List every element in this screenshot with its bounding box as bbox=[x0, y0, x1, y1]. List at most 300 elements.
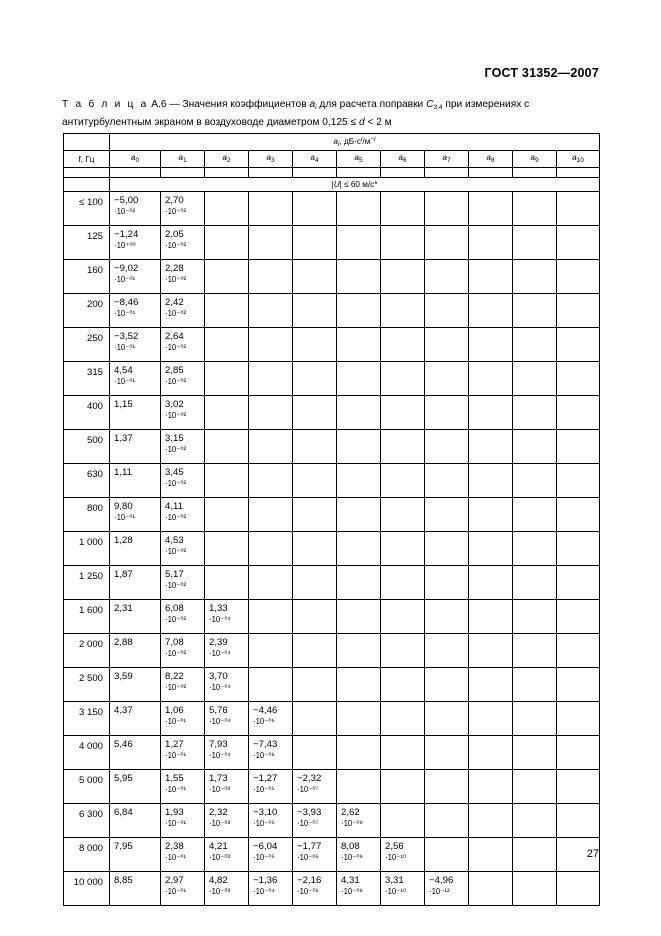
coef-value-cell bbox=[513, 838, 557, 872]
mantissa: −9,02 bbox=[114, 263, 139, 274]
exponent: ·10⁻⁰² bbox=[165, 377, 187, 386]
mantissa: 2,62 bbox=[341, 807, 360, 818]
mantissa: −4,96 bbox=[429, 875, 454, 886]
exponent: ·10⁻¹⁰ bbox=[385, 853, 407, 862]
exponent: ·10⁻¹⁰ bbox=[385, 887, 407, 896]
exponent bbox=[114, 886, 160, 897]
table-caption bbox=[62, 97, 602, 130]
coef-value-cell bbox=[513, 634, 557, 668]
coef-value-cell bbox=[469, 634, 513, 668]
coef-value-cell bbox=[425, 498, 469, 532]
exponent: ·10⁻¹² bbox=[429, 887, 450, 896]
coef-value-cell bbox=[513, 226, 557, 260]
coef-value-cell bbox=[513, 498, 557, 532]
table-row bbox=[64, 328, 600, 362]
coef-value-cell bbox=[249, 770, 293, 804]
exponent bbox=[114, 682, 160, 693]
coef-value-cell bbox=[425, 600, 469, 634]
mantissa: 3,59 bbox=[114, 671, 133, 682]
coef-value-cell bbox=[293, 362, 337, 396]
coef-value-cell bbox=[205, 668, 249, 702]
coef-value-cell bbox=[161, 872, 205, 906]
mantissa: 7,95 bbox=[114, 841, 133, 852]
exponent: ·10⁻⁰² bbox=[165, 683, 187, 692]
coef-value-cell bbox=[381, 464, 425, 498]
coef-value-cell bbox=[293, 498, 337, 532]
mantissa: 2,39 bbox=[209, 637, 228, 648]
coef-header-a8: $a_8$ bbox=[469, 151, 513, 168]
mantissa: −1,77 bbox=[297, 841, 322, 852]
spacer-cell bbox=[110, 168, 161, 178]
coef-value-cell bbox=[557, 362, 600, 396]
exponent: ·10⁻⁰⁶ bbox=[297, 853, 319, 862]
coef-value-cell bbox=[249, 566, 293, 600]
coef-value-cell bbox=[381, 634, 425, 668]
coef-value-cell bbox=[161, 838, 205, 872]
coef-value-cell bbox=[205, 430, 249, 464]
coef-value-cell bbox=[161, 396, 205, 430]
mantissa: −1,36 bbox=[253, 875, 278, 886]
coef-value-cell bbox=[337, 804, 381, 838]
coef-value-cell bbox=[513, 362, 557, 396]
frequency-cell: 2 500 bbox=[64, 668, 110, 702]
coef-value-cell bbox=[249, 634, 293, 668]
exponent: ·10⁻⁰⁸ bbox=[341, 887, 363, 896]
spacer-cell bbox=[64, 168, 110, 178]
mantissa: 1,37 bbox=[114, 433, 133, 444]
coef-value-cell bbox=[161, 294, 205, 328]
coef-value-cell bbox=[337, 498, 381, 532]
coef-value-cell bbox=[293, 464, 337, 498]
exponent: ·10⁻⁰⁶ bbox=[253, 717, 275, 726]
coef-value-cell bbox=[249, 872, 293, 906]
coef-value-cell bbox=[161, 328, 205, 362]
exponent: ·10⁻⁰¹ bbox=[165, 785, 187, 794]
mantissa: 6,08 bbox=[165, 603, 184, 614]
coef-value-cell bbox=[293, 770, 337, 804]
mantissa: 6,84 bbox=[114, 807, 133, 818]
exponent: ·10⁻⁰² bbox=[165, 445, 187, 454]
mantissa: −3,93 bbox=[297, 807, 322, 818]
coefficient-group-header: $a_i$, $дБ\cdot c^i/м^{-i}$ bbox=[110, 134, 600, 151]
mantissa: 2,88 bbox=[114, 637, 133, 648]
mantissa: 5,17 bbox=[165, 569, 184, 580]
coef-value-cell bbox=[425, 566, 469, 600]
coef-value-cell bbox=[110, 328, 161, 362]
exponent bbox=[114, 546, 160, 557]
coef-value-cell bbox=[513, 294, 557, 328]
mantissa: 3,02 bbox=[165, 399, 184, 410]
coef-value-cell bbox=[293, 328, 337, 362]
spacer-cell bbox=[425, 168, 469, 178]
exponent: ·10⁻⁰² bbox=[165, 547, 187, 556]
mantissa: −6,04 bbox=[253, 841, 278, 852]
exponent: ·10⁻⁰² bbox=[165, 513, 187, 522]
coef-value-cell bbox=[205, 294, 249, 328]
coef-header-a10: $a_{10}$ bbox=[557, 151, 600, 168]
coef-value-cell bbox=[249, 464, 293, 498]
exponent: ·10⁻⁰⁷ bbox=[297, 785, 319, 794]
coef-value-cell bbox=[425, 192, 469, 226]
exponent: ·10⁻⁰⁴ bbox=[209, 683, 231, 692]
exponent: ·10⁻⁰⁷ bbox=[297, 819, 319, 828]
coef-value-cell bbox=[513, 736, 557, 770]
table-row bbox=[64, 838, 600, 872]
exponent bbox=[114, 716, 160, 727]
coef-value-cell bbox=[110, 532, 161, 566]
exponent: ·10⁻⁰¹ bbox=[114, 377, 136, 386]
mantissa: 1,28 bbox=[114, 535, 133, 546]
coef-value-cell bbox=[249, 532, 293, 566]
coef-value-cell bbox=[110, 804, 161, 838]
mantissa: 4,21 bbox=[209, 841, 228, 852]
coef-value-cell bbox=[425, 532, 469, 566]
coef-value-cell bbox=[469, 702, 513, 736]
mantissa: 4,11 bbox=[165, 501, 183, 512]
coef-value-cell bbox=[293, 260, 337, 294]
coef-value-cell bbox=[161, 566, 205, 600]
coef-value-cell bbox=[110, 464, 161, 498]
coef-value-cell bbox=[110, 600, 161, 634]
coef-value-cell bbox=[425, 464, 469, 498]
document-code: ГОСТ 31352—2007 bbox=[484, 66, 599, 80]
coef-value-cell bbox=[513, 566, 557, 600]
table-row bbox=[64, 668, 600, 702]
coef-value-cell bbox=[110, 702, 161, 736]
exponent: ·10⁻⁰³ bbox=[209, 819, 231, 828]
mantissa: 4,82 bbox=[209, 875, 228, 886]
coef-value-cell bbox=[469, 192, 513, 226]
coef-value-cell bbox=[425, 702, 469, 736]
coef-value-cell bbox=[557, 736, 600, 770]
coef-value-cell bbox=[513, 192, 557, 226]
mantissa: 1,55 bbox=[165, 773, 184, 784]
coef-value-cell bbox=[337, 872, 381, 906]
coef-value-cell bbox=[381, 430, 425, 464]
coef-value-cell bbox=[337, 736, 381, 770]
coef-value-cell bbox=[110, 634, 161, 668]
coef-value-cell bbox=[205, 396, 249, 430]
coef-value-cell bbox=[469, 838, 513, 872]
coef-value-cell bbox=[249, 192, 293, 226]
coef-value-cell bbox=[161, 498, 205, 532]
coef-value-cell bbox=[381, 668, 425, 702]
coef-value-cell bbox=[557, 566, 600, 600]
coef-value-cell bbox=[205, 770, 249, 804]
mantissa: −8,46 bbox=[114, 297, 139, 308]
coef-value-cell bbox=[425, 872, 469, 906]
mantissa: −3,52 bbox=[114, 331, 139, 342]
caption-sub-c: 3.4 bbox=[433, 104, 443, 111]
table-row bbox=[64, 872, 600, 906]
page-number: 27 bbox=[586, 848, 599, 860]
coef-header-a0: $a_0$ bbox=[110, 151, 161, 168]
coef-value-cell bbox=[337, 668, 381, 702]
coef-value-cell bbox=[337, 600, 381, 634]
coef-value-cell bbox=[337, 702, 381, 736]
coef-value-cell bbox=[337, 430, 381, 464]
exponent: ·10⁻⁰⁴ bbox=[209, 717, 231, 726]
coef-value-cell bbox=[381, 396, 425, 430]
coef-value-cell bbox=[249, 838, 293, 872]
coef-value-cell bbox=[469, 226, 513, 260]
spacer-cell bbox=[161, 168, 205, 178]
spacer-cell bbox=[513, 168, 557, 178]
exponent bbox=[114, 648, 160, 659]
mantissa: 4,31 bbox=[341, 875, 360, 886]
coef-value-cell bbox=[293, 736, 337, 770]
coef-value-cell bbox=[161, 362, 205, 396]
frequency-cell: 1 250 bbox=[64, 566, 110, 600]
coef-value-cell bbox=[513, 532, 557, 566]
table-row bbox=[64, 770, 600, 804]
mantissa: −2,16 bbox=[297, 875, 322, 886]
table-row bbox=[64, 736, 600, 770]
coef-value-cell bbox=[249, 702, 293, 736]
coef-value-cell bbox=[557, 600, 600, 634]
exponent: ·10⁻⁰¹ bbox=[114, 343, 136, 352]
coef-value-cell bbox=[249, 430, 293, 464]
table-row bbox=[64, 396, 600, 430]
coef-value-cell bbox=[425, 804, 469, 838]
coef-value-cell bbox=[161, 226, 205, 260]
coef-value-cell bbox=[110, 838, 161, 872]
coef-value-cell bbox=[557, 804, 600, 838]
coef-value-cell bbox=[513, 804, 557, 838]
exponent: ·10⁻⁰¹ bbox=[114, 275, 136, 284]
coef-value-cell bbox=[293, 600, 337, 634]
coef-value-cell bbox=[381, 532, 425, 566]
exponent: ·10⁻⁰⁵ bbox=[253, 785, 275, 794]
coef-value-cell bbox=[293, 804, 337, 838]
coef-value-cell bbox=[469, 464, 513, 498]
coef-value-cell bbox=[425, 396, 469, 430]
coef-value-cell bbox=[110, 498, 161, 532]
frequency-cell: 2 000 bbox=[64, 634, 110, 668]
exponent: ·10⁻⁰² bbox=[165, 207, 187, 216]
frequency-cell: 8 000 bbox=[64, 838, 110, 872]
frequency-cell: 315 bbox=[64, 362, 110, 396]
coef-value-cell bbox=[205, 192, 249, 226]
coef-value-cell bbox=[110, 192, 161, 226]
coef-value-cell bbox=[381, 226, 425, 260]
exponent: ·10⁻⁰² bbox=[165, 343, 187, 352]
coef-value-cell bbox=[469, 566, 513, 600]
coef-value-cell bbox=[381, 770, 425, 804]
mantissa: 4,53 bbox=[165, 535, 184, 546]
corner-cell bbox=[64, 134, 110, 151]
mantissa: −2,32 bbox=[297, 773, 322, 784]
coef-value-cell bbox=[205, 260, 249, 294]
spacer-cell bbox=[557, 168, 600, 178]
exponent: ·10⁻⁰¹ bbox=[165, 853, 187, 862]
mantissa: 5,95 bbox=[114, 773, 133, 784]
coef-value-cell bbox=[513, 668, 557, 702]
coef-value-cell bbox=[161, 634, 205, 668]
coef-value-cell bbox=[557, 294, 600, 328]
exponent bbox=[114, 410, 160, 421]
coef-header-a1: $a_1$ bbox=[161, 151, 205, 168]
coef-header-a4: $a_4$ bbox=[293, 151, 337, 168]
caption-text-2: для расчета поправки bbox=[316, 99, 427, 110]
exponent: ·10⁻⁰¹ bbox=[114, 309, 136, 318]
coef-value-cell bbox=[469, 498, 513, 532]
exponent: ·10⁻⁰⁴ bbox=[209, 649, 231, 658]
mantissa: 8,22 bbox=[165, 671, 184, 682]
mantissa: 2,64 bbox=[165, 331, 184, 342]
exponent: ·10⁻⁰⁶ bbox=[297, 887, 319, 896]
coef-value-cell bbox=[293, 396, 337, 430]
coef-value-cell bbox=[205, 702, 249, 736]
exponent: ·10⁻⁰¹ bbox=[114, 513, 136, 522]
coef-value-cell bbox=[469, 396, 513, 430]
coef-value-cell bbox=[557, 770, 600, 804]
coef-value-cell bbox=[205, 464, 249, 498]
mantissa: 1,11 bbox=[114, 467, 132, 478]
frequency-cell: 4 000 bbox=[64, 736, 110, 770]
coef-value-cell bbox=[249, 226, 293, 260]
exponent: ·10⁻⁰² bbox=[114, 207, 136, 216]
velocity-condition: |U| ≤ 60 м/с* bbox=[110, 178, 600, 192]
coef-value-cell bbox=[469, 600, 513, 634]
exponent bbox=[114, 478, 160, 489]
coef-value-cell bbox=[161, 532, 205, 566]
coef-value-cell bbox=[110, 362, 161, 396]
coef-value-cell bbox=[337, 532, 381, 566]
mantissa: 8,08 bbox=[341, 841, 360, 852]
exponent: ·10⁺⁰⁰ bbox=[114, 241, 136, 250]
frequency-cell: ≤ 100 bbox=[64, 192, 110, 226]
coef-value-cell bbox=[337, 566, 381, 600]
exponent: ·10⁻⁰² bbox=[165, 615, 187, 624]
coef-value-cell bbox=[110, 226, 161, 260]
coef-value-cell bbox=[425, 260, 469, 294]
mantissa: 7,93 bbox=[209, 739, 228, 750]
coef-value-cell bbox=[249, 260, 293, 294]
coef-value-cell bbox=[469, 532, 513, 566]
coef-header-a9: $a_9$ bbox=[513, 151, 557, 168]
coef-value-cell bbox=[381, 294, 425, 328]
frequency-cell: 10 000 bbox=[64, 872, 110, 906]
coef-value-cell bbox=[425, 226, 469, 260]
mantissa: −3,10 bbox=[253, 807, 278, 818]
caption-text-1: — Значения коэффициентов bbox=[166, 99, 310, 110]
coef-value-cell bbox=[381, 566, 425, 600]
mantissa: 5,46 bbox=[114, 739, 133, 750]
coef-value-cell bbox=[249, 362, 293, 396]
table-row bbox=[64, 566, 600, 600]
coef-value-cell bbox=[293, 430, 337, 464]
coef-value-cell bbox=[293, 532, 337, 566]
caption-var-a: a bbox=[309, 99, 316, 110]
coef-value-cell bbox=[249, 396, 293, 430]
frequency-cell: 5 000 bbox=[64, 770, 110, 804]
coef-value-cell bbox=[469, 770, 513, 804]
table-row bbox=[64, 804, 600, 838]
exponent: ·10⁻⁰⁴ bbox=[253, 887, 275, 896]
coef-value-cell bbox=[557, 260, 600, 294]
mantissa: 2,31 bbox=[114, 603, 133, 614]
coef-value-cell bbox=[205, 362, 249, 396]
coef-value-cell bbox=[293, 838, 337, 872]
table-row bbox=[64, 600, 600, 634]
table-row bbox=[64, 532, 600, 566]
coef-value-cell bbox=[557, 872, 600, 906]
coef-value-cell bbox=[161, 770, 205, 804]
coef-value-cell bbox=[110, 736, 161, 770]
coef-value-cell bbox=[293, 566, 337, 600]
coef-value-cell bbox=[161, 260, 205, 294]
frequency-cell: 1 600 bbox=[64, 600, 110, 634]
coef-value-cell bbox=[337, 260, 381, 294]
frequency-cell: 400 bbox=[64, 396, 110, 430]
frequency-cell: 3 150 bbox=[64, 702, 110, 736]
coef-value-cell bbox=[205, 872, 249, 906]
mantissa: 1,87 bbox=[114, 569, 133, 580]
spacer-cell bbox=[337, 168, 381, 178]
coef-value-cell bbox=[557, 532, 600, 566]
coef-value-cell bbox=[381, 328, 425, 362]
exponent: ·10⁻⁰² bbox=[165, 309, 187, 318]
coef-value-cell bbox=[337, 634, 381, 668]
coef-value-cell bbox=[205, 736, 249, 770]
mantissa: 2,85 bbox=[165, 365, 184, 376]
mantissa: 9,80 bbox=[114, 501, 133, 512]
exponent: ·10⁻⁰² bbox=[165, 241, 187, 250]
coef-value-cell bbox=[513, 328, 557, 362]
coef-value-cell bbox=[381, 872, 425, 906]
coef-value-cell bbox=[205, 838, 249, 872]
exponent: ·10⁻⁰³ bbox=[209, 785, 231, 794]
coef-value-cell bbox=[161, 192, 205, 226]
coef-value-cell bbox=[337, 396, 381, 430]
coef-header-a3: $a_3$ bbox=[249, 151, 293, 168]
frequency-header: f, Гц bbox=[64, 151, 110, 168]
coef-value-cell bbox=[161, 464, 205, 498]
exponent: ·10⁻⁰⁵ bbox=[253, 819, 275, 828]
coef-value-cell bbox=[205, 328, 249, 362]
coef-value-cell bbox=[381, 498, 425, 532]
coef-value-cell bbox=[205, 600, 249, 634]
mantissa: 2,70 bbox=[165, 195, 184, 206]
coef-value-cell bbox=[381, 600, 425, 634]
exponent bbox=[114, 818, 160, 829]
coef-header-a6: $a_6$ bbox=[381, 151, 425, 168]
exponent: ·10⁻⁰⁴ bbox=[209, 751, 231, 760]
coef-value-cell bbox=[513, 464, 557, 498]
coef-value-cell bbox=[249, 328, 293, 362]
mantissa: 1,15 bbox=[114, 399, 133, 410]
coef-value-cell bbox=[557, 396, 600, 430]
frequency-cell: 250 bbox=[64, 328, 110, 362]
coef-value-cell bbox=[293, 668, 337, 702]
frequency-cell: 1 000 bbox=[64, 532, 110, 566]
exponent: ·10⁻⁰¹ bbox=[165, 751, 187, 760]
coef-value-cell bbox=[513, 430, 557, 464]
coef-value-cell bbox=[513, 396, 557, 430]
coef-value-cell bbox=[425, 668, 469, 702]
coef-value-cell bbox=[110, 668, 161, 702]
coef-value-cell bbox=[249, 804, 293, 838]
spacer-cell bbox=[293, 168, 337, 178]
caption-text-4: < 2 м bbox=[364, 117, 392, 128]
coef-value-cell bbox=[205, 634, 249, 668]
coef-value-cell bbox=[557, 702, 600, 736]
coef-value-cell bbox=[381, 838, 425, 872]
coef-value-cell bbox=[469, 294, 513, 328]
coef-value-cell bbox=[557, 464, 600, 498]
frequency-cell: 200 bbox=[64, 294, 110, 328]
